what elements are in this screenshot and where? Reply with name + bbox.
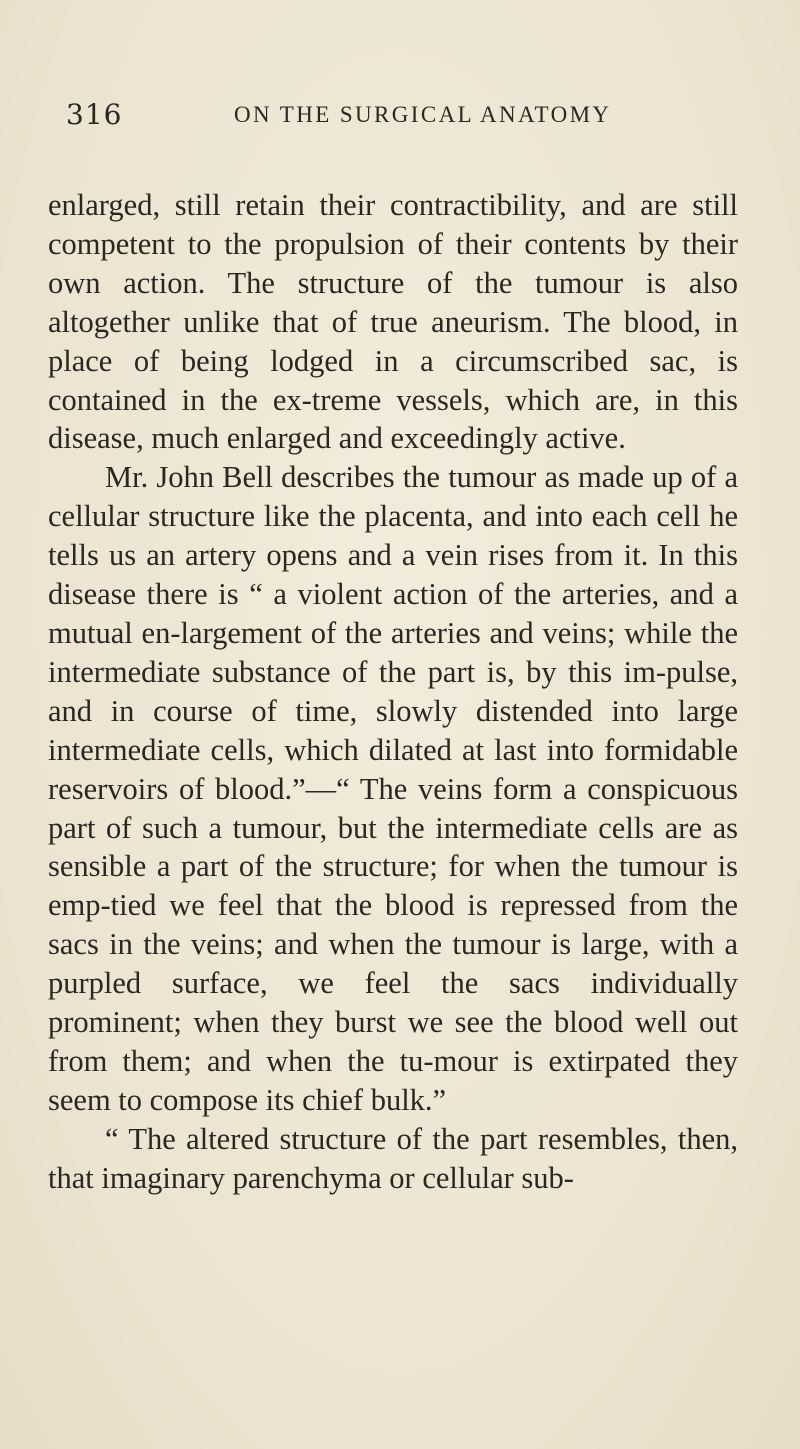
paragraph-1: enlarged, still retain their contractibility, and are still competent to the propulsion of their contents by their own action. The structure of the tumour is also altogether unlike that of true aneurism. The blood, in place of being lodged in a circumscribed sac, is contained in the ex-treme vessels, which are, in this disease, much enlarged and exceedingly active. <box>48 188 738 456</box>
page-number: 316 <box>66 98 123 131</box>
running-head: ON THE SURGICAL ANATOMY <box>234 102 612 127</box>
page-header <box>66 98 766 148</box>
body-text <box>48 186 738 1198</box>
paragraph-2: Mr. John Bell describes the tumour as made up of a cellular structure like the placenta, and into each cell he tells us an artery opens and a vein rises from it. In this disease there is “ a violent action of the arteries, and a mutual en-largement of the arteries and veins; while the intermediate substance of the part is, by this im-pulse, and in course of time, slowly distended into large intermediate cells, which dilated at last into formidable reservoirs of blood.”—“ The veins form a conspicuous part of such a tumour, but the intermediate cells are as sensible a part of the structure; for when the tumour is emp-tied we feel that the blood is repressed from the sacs in the veins; and when the tumour is large, with a purpled surface, we feel the sacs individually prominent; when they burst we see the blood well out from them; and when the tu-mour is extirpated they seem to compose its chief bulk.” <box>48 460 738 1117</box>
paragraph-3: “ The altered structure of the part resembles, then, that imaginary parenchyma or cellular sub- <box>48 1121 738 1195</box>
